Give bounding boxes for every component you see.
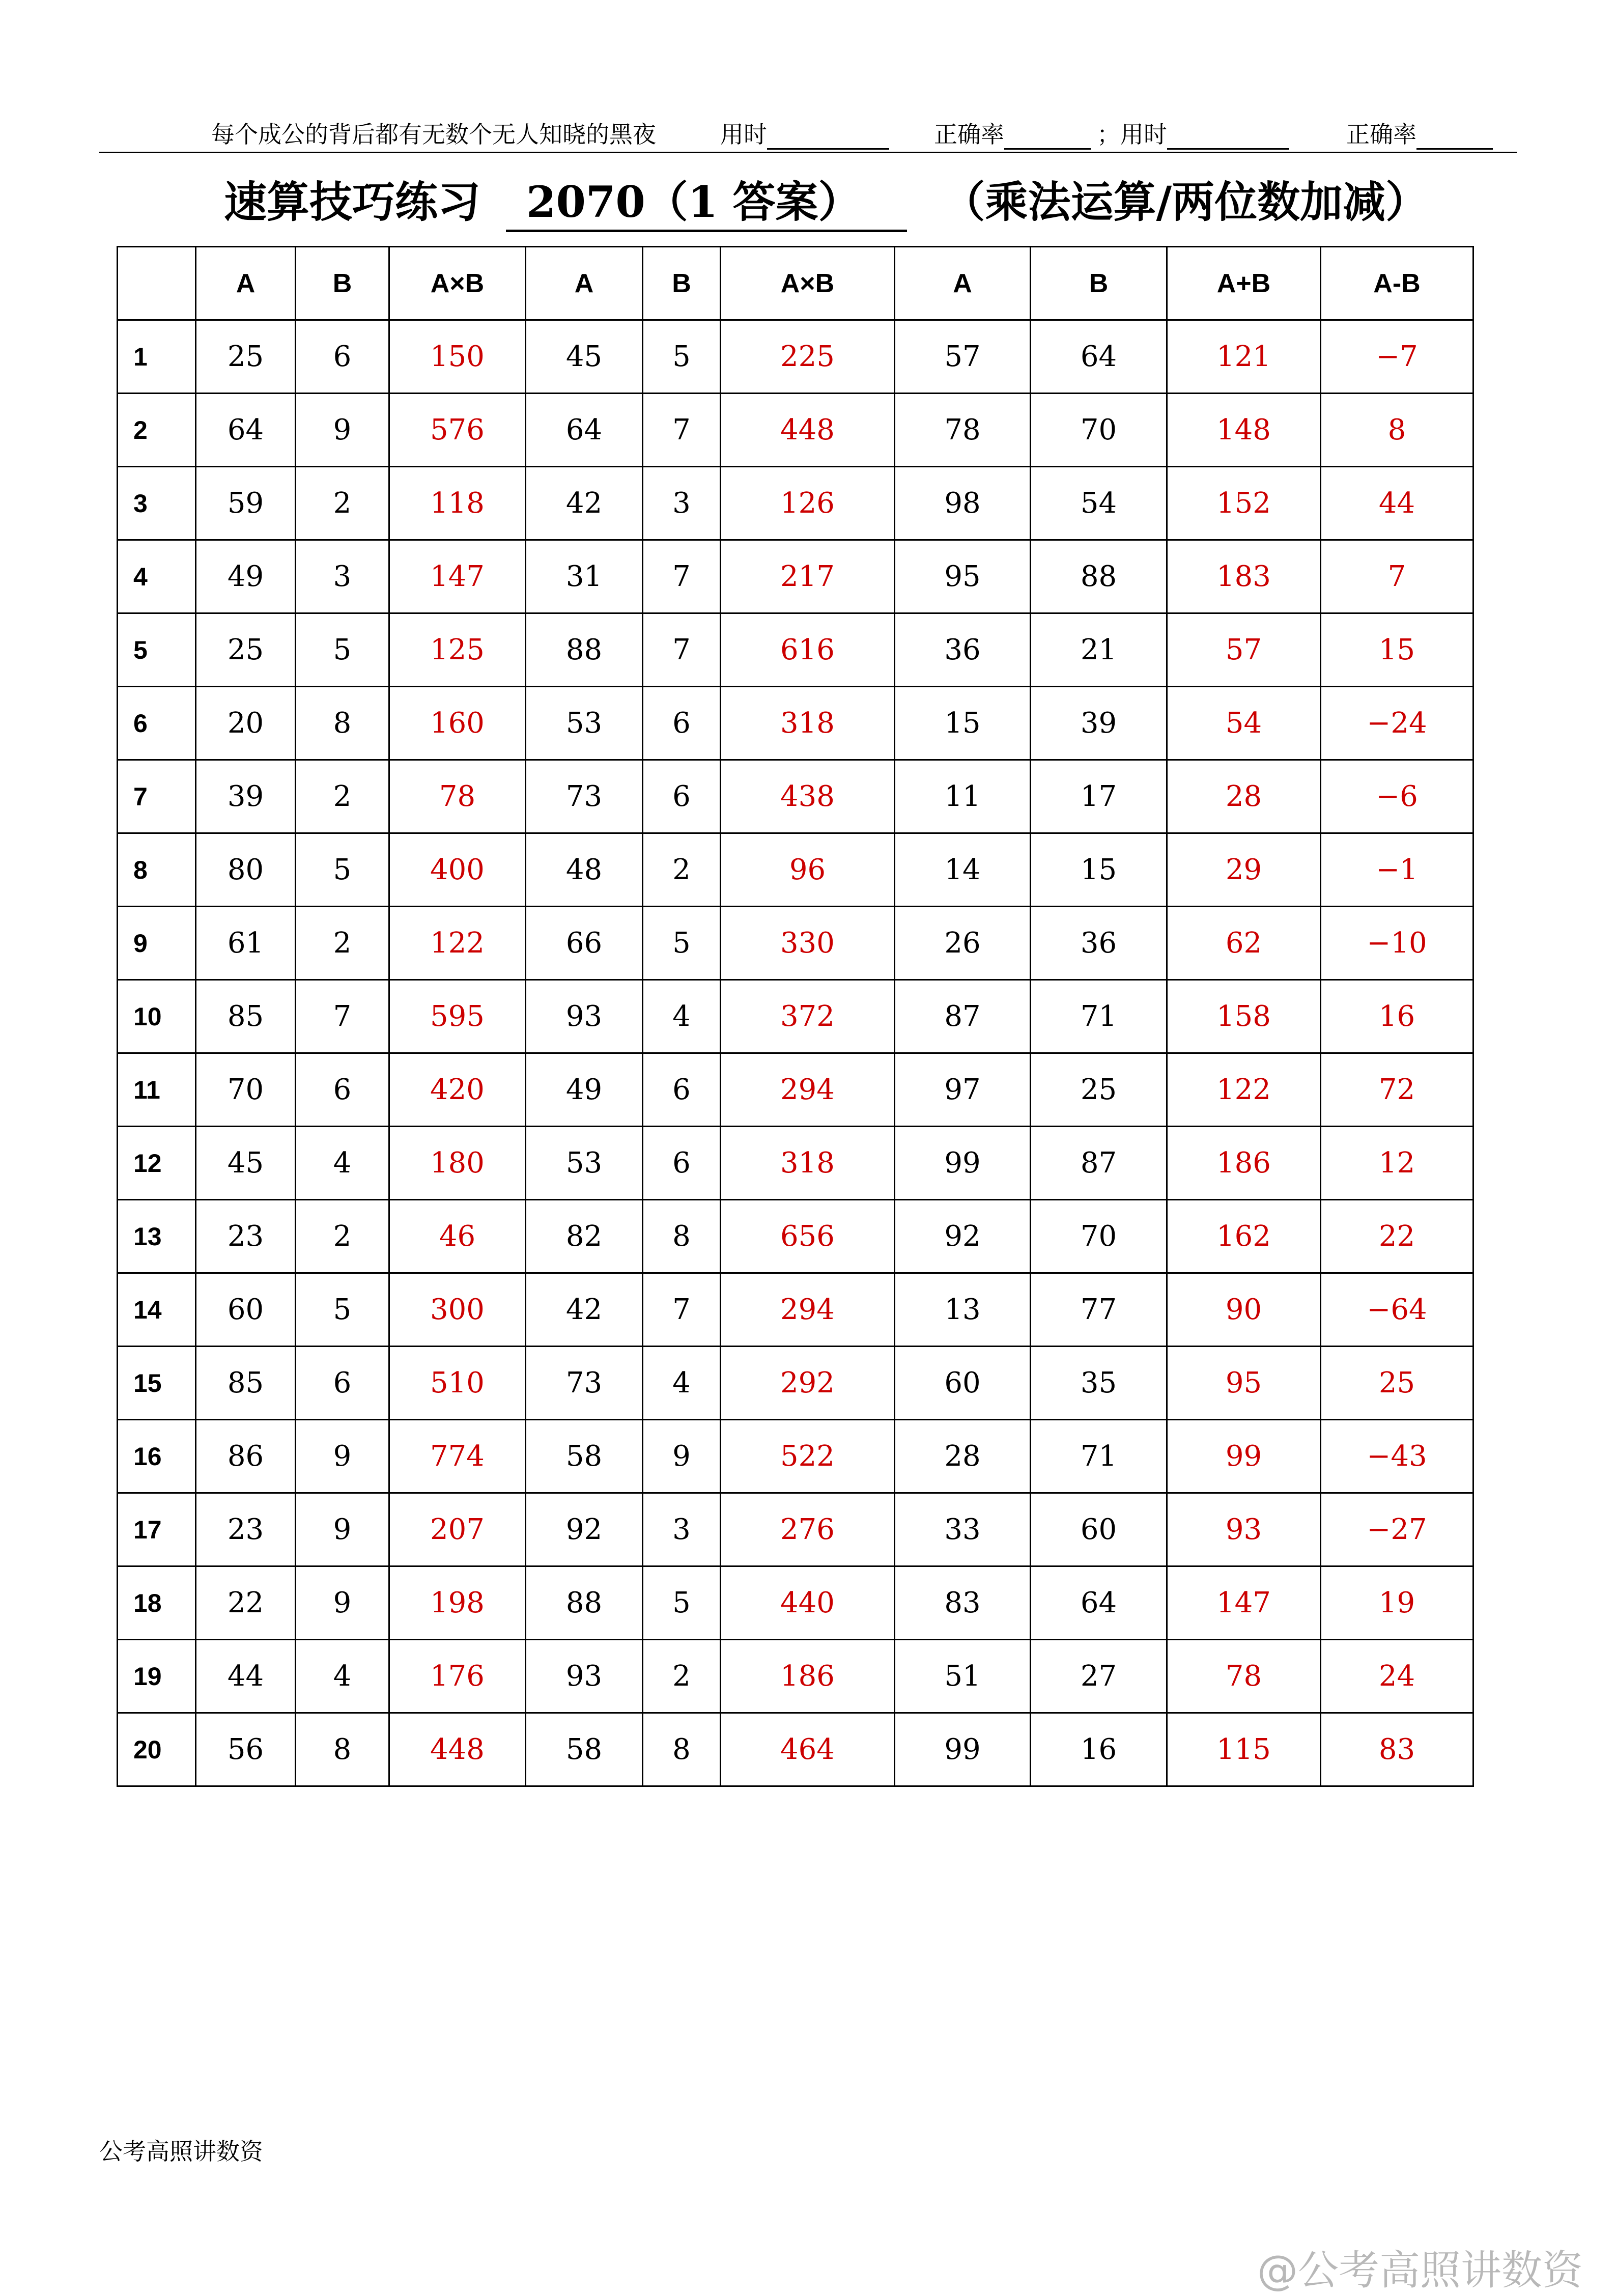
operand-cell: 6: [643, 687, 721, 760]
operand-cell: 73: [526, 1347, 643, 1420]
answer-cell: 12: [1321, 1127, 1473, 1200]
table-row: [118, 1713, 1473, 1786]
operand-cell: 9: [296, 1420, 389, 1493]
operand-cell: 5: [296, 1273, 389, 1347]
operand-cell: 71: [1031, 980, 1167, 1053]
operand-cell: 39: [1031, 687, 1167, 760]
operand-cell: 17: [1031, 760, 1167, 833]
answer-cell: 90: [1167, 1273, 1321, 1347]
operand-cell: 5: [643, 1566, 721, 1640]
answer-cell: 217: [721, 540, 895, 613]
operand-cell: 88: [526, 1566, 643, 1640]
operand-cell: 61: [196, 907, 296, 980]
answer-cell: 616: [721, 613, 895, 687]
page-title: [224, 168, 1428, 232]
title-code: 2070（1 答案）: [506, 168, 906, 232]
operand-cell: 5: [643, 320, 721, 394]
answer-cell: −6: [1321, 760, 1473, 833]
row-number: 11: [118, 1053, 196, 1127]
operand-cell: 4: [643, 980, 721, 1053]
answer-cell: 656: [721, 1200, 895, 1273]
accuracy-blank-2[interactable]: [1416, 126, 1493, 150]
header-cell: A+B: [1167, 247, 1321, 320]
table-row: [118, 1420, 1473, 1493]
operand-cell: 57: [895, 320, 1031, 394]
operand-cell: 9: [643, 1420, 721, 1493]
operand-cell: 4: [643, 1347, 721, 1420]
operand-cell: 54: [1031, 467, 1167, 540]
operand-cell: 7: [643, 394, 721, 467]
answer-cell: 78: [1167, 1640, 1321, 1713]
table-row: [118, 1273, 1473, 1347]
operand-cell: 99: [895, 1713, 1031, 1786]
operand-cell: 70: [196, 1053, 296, 1127]
answer-cell: 46: [389, 1200, 526, 1273]
operand-cell: 26: [895, 907, 1031, 980]
operand-cell: 14: [895, 833, 1031, 907]
header-cell: A: [526, 247, 643, 320]
title-subtitle: （乘法运算/两位数加减）: [942, 177, 1429, 227]
answer-cell: 176: [389, 1640, 526, 1713]
operand-cell: 53: [526, 687, 643, 760]
answer-cell: 122: [389, 907, 526, 980]
operand-cell: 2: [296, 907, 389, 980]
row-number: 20: [118, 1713, 196, 1786]
operand-cell: 88: [526, 613, 643, 687]
operand-cell: 93: [526, 1640, 643, 1713]
operand-cell: 6: [296, 1053, 389, 1127]
operand-cell: 33: [895, 1493, 1031, 1566]
operand-cell: 6: [296, 1347, 389, 1420]
answer-cell: 19: [1321, 1566, 1473, 1640]
answer-cell: 774: [389, 1420, 526, 1493]
operand-cell: 48: [526, 833, 643, 907]
answer-cell: 158: [1167, 980, 1321, 1053]
table-row: [118, 1200, 1473, 1273]
row-number: 1: [118, 320, 196, 394]
operand-cell: 60: [1031, 1493, 1167, 1566]
answer-cell: 448: [389, 1713, 526, 1786]
answer-cell: 294: [721, 1273, 895, 1347]
answer-cell: 83: [1321, 1713, 1473, 1786]
time-blank-1[interactable]: [767, 126, 889, 150]
operand-cell: 71: [1031, 1420, 1167, 1493]
answer-cell: 300: [389, 1273, 526, 1347]
answer-cell: 225: [721, 320, 895, 394]
operand-cell: 35: [1031, 1347, 1167, 1420]
answer-cell: 72: [1321, 1053, 1473, 1127]
answer-cell: 198: [389, 1566, 526, 1640]
row-number: 18: [118, 1566, 196, 1640]
operand-cell: 56: [196, 1713, 296, 1786]
time-field-1: [720, 116, 889, 150]
operand-cell: 44: [196, 1640, 296, 1713]
answer-cell: 420: [389, 1053, 526, 1127]
operand-cell: 64: [196, 394, 296, 467]
operand-cell: 8: [643, 1713, 721, 1786]
operand-cell: 8: [643, 1200, 721, 1273]
answer-cell: 122: [1167, 1053, 1321, 1127]
accuracy-field-2: [1346, 116, 1493, 150]
table-row: [118, 687, 1473, 760]
operand-cell: 92: [895, 1200, 1031, 1273]
answer-cell: 99: [1167, 1420, 1321, 1493]
operand-cell: 60: [196, 1273, 296, 1347]
operand-cell: 27: [1031, 1640, 1167, 1713]
operand-cell: 83: [895, 1566, 1031, 1640]
operand-cell: 23: [196, 1493, 296, 1566]
operand-cell: 7: [643, 1273, 721, 1347]
answer-cell: 400: [389, 833, 526, 907]
answer-cell: 44: [1321, 467, 1473, 540]
table-row: [118, 980, 1473, 1053]
operand-cell: 5: [296, 833, 389, 907]
header-cell: B: [1031, 247, 1167, 320]
operand-cell: 97: [895, 1053, 1031, 1127]
operand-cell: 88: [1031, 540, 1167, 613]
operand-cell: 42: [526, 1273, 643, 1347]
operand-cell: 60: [895, 1347, 1031, 1420]
answer-cell: 276: [721, 1493, 895, 1566]
answer-cell: 121: [1167, 320, 1321, 394]
table-row: [118, 613, 1473, 687]
answer-cell: 180: [389, 1127, 526, 1200]
answer-cell: 160: [389, 687, 526, 760]
operand-cell: 99: [895, 1127, 1031, 1200]
answer-cell: 292: [721, 1347, 895, 1420]
answer-cell: 126: [721, 467, 895, 540]
header-bar: [99, 108, 1517, 153]
operand-cell: 2: [296, 1200, 389, 1273]
operand-cell: 23: [196, 1200, 296, 1273]
operand-cell: 95: [895, 540, 1031, 613]
operand-cell: 13: [895, 1273, 1031, 1347]
table-row: [118, 907, 1473, 980]
answer-cell: 7: [1321, 540, 1473, 613]
header-cell: A: [196, 247, 296, 320]
operand-cell: 64: [526, 394, 643, 467]
motto-text: 每个成公的背后都有无数个无人知晓的黑夜: [211, 121, 656, 148]
answer-cell: 78: [389, 760, 526, 833]
row-number: 15: [118, 1347, 196, 1420]
operand-cell: 6: [296, 320, 389, 394]
operand-cell: 28: [895, 1420, 1031, 1493]
operand-cell: 36: [895, 613, 1031, 687]
operand-cell: 49: [196, 540, 296, 613]
answer-cell: 595: [389, 980, 526, 1053]
answer-cell: 330: [721, 907, 895, 980]
answer-cell: 464: [721, 1713, 895, 1786]
operand-cell: 87: [895, 980, 1031, 1053]
operand-cell: 36: [1031, 907, 1167, 980]
operand-cell: 15: [895, 687, 1031, 760]
operand-cell: 16: [1031, 1713, 1167, 1786]
answer-cell: 576: [389, 394, 526, 467]
operand-cell: 70: [1031, 394, 1167, 467]
row-number: 7: [118, 760, 196, 833]
answer-cell: 22: [1321, 1200, 1473, 1273]
operand-cell: 70: [1031, 1200, 1167, 1273]
answer-cell: 93: [1167, 1493, 1321, 1566]
answer-cell: −64: [1321, 1273, 1473, 1347]
header-row: [118, 247, 1473, 320]
operand-cell: 58: [526, 1420, 643, 1493]
table-row: [118, 760, 1473, 833]
answer-cell: 54: [1167, 687, 1321, 760]
row-number: 12: [118, 1127, 196, 1200]
operand-cell: 80: [196, 833, 296, 907]
answer-cell: 147: [389, 540, 526, 613]
operand-cell: 4: [296, 1640, 389, 1713]
answer-cell: 95: [1167, 1347, 1321, 1420]
header-cell: A×B: [389, 247, 526, 320]
table-row: [118, 1053, 1473, 1127]
answer-cell: 318: [721, 687, 895, 760]
operand-cell: 45: [196, 1127, 296, 1200]
answer-cell: 29: [1167, 833, 1321, 907]
operand-cell: 85: [196, 980, 296, 1053]
operand-cell: 5: [296, 613, 389, 687]
header-cell: B: [296, 247, 389, 320]
operand-cell: 21: [1031, 613, 1167, 687]
answer-cell: 28: [1167, 760, 1321, 833]
operand-cell: 2: [643, 833, 721, 907]
answer-cell: 152: [1167, 467, 1321, 540]
operand-cell: 4: [296, 1127, 389, 1200]
operand-cell: 98: [895, 467, 1031, 540]
operand-cell: 82: [526, 1200, 643, 1273]
header-cell: [118, 247, 196, 320]
table-row: [118, 1566, 1473, 1640]
answer-cell: −1: [1321, 833, 1473, 907]
operand-cell: 20: [196, 687, 296, 760]
answer-cell: 438: [721, 760, 895, 833]
operand-cell: 77: [1031, 1273, 1167, 1347]
footer-text: 公考高照讲数资: [99, 2138, 263, 2165]
table-row: [118, 1493, 1473, 1566]
table-row: [118, 467, 1473, 540]
accuracy-label-1: 正确率: [934, 121, 1004, 148]
operand-cell: 45: [526, 320, 643, 394]
row-number: 5: [118, 613, 196, 687]
operand-cell: 22: [196, 1566, 296, 1640]
answer-cell: 96: [721, 833, 895, 907]
row-number: 8: [118, 833, 196, 907]
row-number: 2: [118, 394, 196, 467]
operand-cell: 2: [296, 760, 389, 833]
operand-cell: 7: [643, 613, 721, 687]
operand-cell: 53: [526, 1127, 643, 1200]
row-number: 19: [118, 1640, 196, 1713]
practice-table: [117, 246, 1474, 1787]
operand-cell: 49: [526, 1053, 643, 1127]
operand-cell: 31: [526, 540, 643, 613]
accuracy-blank-1[interactable]: [1004, 126, 1091, 150]
operand-cell: 39: [196, 760, 296, 833]
table-row: [118, 1127, 1473, 1200]
answer-cell: 125: [389, 613, 526, 687]
header-cell: A×B: [721, 247, 895, 320]
answer-cell: 183: [1167, 540, 1321, 613]
table-row: [118, 1640, 1473, 1713]
operand-cell: 59: [196, 467, 296, 540]
row-number: 3: [118, 467, 196, 540]
accuracy-label-2: 正确率: [1346, 121, 1416, 148]
answer-cell: 24: [1321, 1640, 1473, 1713]
table-row: [118, 394, 1473, 467]
operand-cell: 78: [895, 394, 1031, 467]
time-blank-2[interactable]: [1167, 126, 1289, 150]
answer-cell: 150: [389, 320, 526, 394]
operand-cell: 92: [526, 1493, 643, 1566]
answer-cell: 186: [721, 1640, 895, 1713]
header-cell: B: [643, 247, 721, 320]
operand-cell: 93: [526, 980, 643, 1053]
time-field-2: [1097, 116, 1289, 150]
answer-cell: 15: [1321, 613, 1473, 687]
row-number: 10: [118, 980, 196, 1053]
header-cell: A-B: [1321, 247, 1473, 320]
operand-cell: 9: [296, 394, 389, 467]
operand-cell: 9: [296, 1566, 389, 1640]
accuracy-field-1: [934, 116, 1091, 150]
operand-cell: 7: [296, 980, 389, 1053]
operand-cell: 85: [196, 1347, 296, 1420]
row-number: 4: [118, 540, 196, 613]
operand-cell: 86: [196, 1420, 296, 1493]
operand-cell: 64: [1031, 1566, 1167, 1640]
operand-cell: 25: [196, 613, 296, 687]
operand-cell: 11: [895, 760, 1031, 833]
answer-cell: 448: [721, 394, 895, 467]
answer-cell: 522: [721, 1420, 895, 1493]
operand-cell: 66: [526, 907, 643, 980]
answer-cell: 147: [1167, 1566, 1321, 1640]
answer-cell: −10: [1321, 907, 1473, 980]
answer-cell: 57: [1167, 613, 1321, 687]
answer-cell: 207: [389, 1493, 526, 1566]
watermark-text: @公考高照讲数资: [1257, 2247, 1583, 2294]
operand-cell: 5: [643, 907, 721, 980]
row-number: 13: [118, 1200, 196, 1273]
table-row: [118, 1347, 1473, 1420]
answer-cell: 115: [1167, 1713, 1321, 1786]
operand-cell: 51: [895, 1640, 1031, 1713]
operand-cell: 3: [643, 1493, 721, 1566]
answer-cell: −24: [1321, 687, 1473, 760]
answer-cell: 372: [721, 980, 895, 1053]
answer-cell: 148: [1167, 394, 1321, 467]
operand-cell: 6: [643, 1127, 721, 1200]
answer-cell: 186: [1167, 1127, 1321, 1200]
title-main: 速算技巧练习: [224, 177, 481, 227]
answer-cell: 118: [389, 467, 526, 540]
operand-cell: 9: [296, 1493, 389, 1566]
row-number: 14: [118, 1273, 196, 1347]
header-cell: A: [895, 247, 1031, 320]
operand-cell: 42: [526, 467, 643, 540]
answer-cell: 162: [1167, 1200, 1321, 1273]
time-label-2: ；用时: [1097, 121, 1167, 148]
operand-cell: 58: [526, 1713, 643, 1786]
operand-cell: 8: [296, 1713, 389, 1786]
answer-cell: 294: [721, 1053, 895, 1127]
time-label-1: 用时: [720, 121, 767, 148]
answer-cell: 318: [721, 1127, 895, 1200]
answer-cell: 25: [1321, 1347, 1473, 1420]
operand-cell: 73: [526, 760, 643, 833]
table-body: [118, 320, 1473, 1786]
table-row: [118, 540, 1473, 613]
operand-cell: 8: [296, 687, 389, 760]
answer-cell: 62: [1167, 907, 1321, 980]
operand-cell: 7: [643, 540, 721, 613]
operand-cell: 6: [643, 760, 721, 833]
operand-cell: 2: [296, 467, 389, 540]
answer-cell: 8: [1321, 394, 1473, 467]
row-number: 9: [118, 907, 196, 980]
operand-cell: 25: [1031, 1053, 1167, 1127]
table-row: [118, 833, 1473, 907]
operand-cell: 3: [643, 467, 721, 540]
table-row: [118, 320, 1473, 394]
operand-cell: 87: [1031, 1127, 1167, 1200]
answer-cell: 440: [721, 1566, 895, 1640]
operand-cell: 6: [643, 1053, 721, 1127]
operand-cell: 15: [1031, 833, 1167, 907]
answer-cell: −27: [1321, 1493, 1473, 1566]
answer-cell: −43: [1321, 1420, 1473, 1493]
operand-cell: 25: [196, 320, 296, 394]
answer-cell: −7: [1321, 320, 1473, 394]
answer-cell: 510: [389, 1347, 526, 1420]
row-number: 6: [118, 687, 196, 760]
row-number: 17: [118, 1493, 196, 1566]
operand-cell: 64: [1031, 320, 1167, 394]
operand-cell: 3: [296, 540, 389, 613]
answer-cell: 16: [1321, 980, 1473, 1053]
operand-cell: 2: [643, 1640, 721, 1713]
row-number: 16: [118, 1420, 196, 1493]
